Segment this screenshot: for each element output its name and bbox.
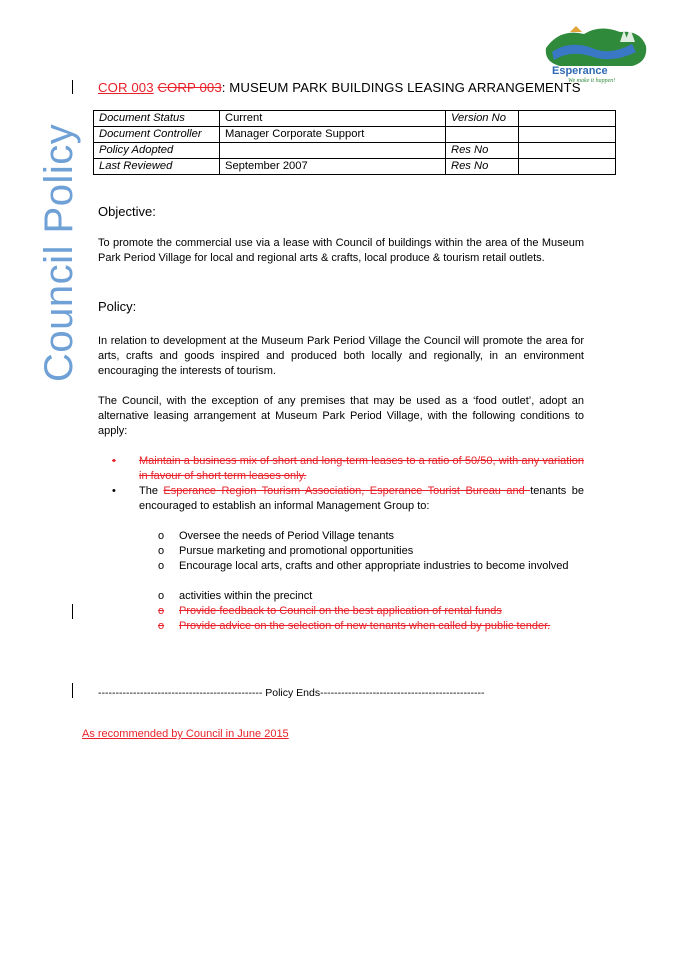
sub-bullet-mark: o (158, 590, 165, 602)
table-cell-label: Policy Adopted (94, 143, 220, 159)
bullet-text-deleted: Maintain a business mix of short and long-term leases to a ratio of 50/50, with any variation in favour of short term leases only. (139, 455, 584, 482)
footer-note: As recommended by Council in June 2015 (82, 728, 289, 740)
sub-item-text: Oversee the needs of Period Village tenants (179, 530, 395, 542)
side-title: Council Policy (37, 123, 81, 382)
sub-item-text: activities within the precinct (179, 590, 313, 602)
table-cell-value (519, 111, 616, 127)
table-cell-value: Current (220, 111, 446, 127)
change-bar (72, 604, 73, 619)
table-row (94, 127, 616, 143)
table-row (94, 111, 616, 127)
logo-tagline: We make it happen! (568, 78, 616, 84)
change-bar (72, 80, 73, 94)
title-new-code: COR 003 (98, 80, 154, 95)
sub-bullet-mark: o (158, 560, 165, 572)
document-info-table (93, 110, 616, 175)
title-old-code: CORP 003 (157, 80, 222, 95)
table-cell-value (519, 127, 616, 143)
sub-item-text: Pursue marketing and promotional opportunities (179, 545, 414, 557)
bullet-text-start: The (139, 485, 164, 497)
policy-paragraph: In relation to development at the Museum Park Period Village the Council will promote the area for arts, crafts and goods inspired and produced both locally and regionally, in an environment encouraging the interests of tourism. (98, 335, 584, 377)
logo-small-text: Shire of (592, 60, 611, 66)
shire-logo-graphic (540, 22, 652, 84)
table-cell-value: September 2007 (220, 159, 446, 175)
table-cell-value (220, 143, 446, 159)
table-cell-label (446, 127, 519, 143)
sub-bullet-mark: o (158, 545, 165, 557)
sub-bullet-mark: o (158, 620, 165, 632)
bullet-text-deleted: Esperance Region Tourism Association, Esperance Tourist Bureau and (163, 485, 531, 497)
sub-item-text-deleted: Provide advice on the selection of new tenants when called by public tender. (179, 620, 551, 632)
change-bar (72, 683, 73, 698)
policy-ends-line: ----------------------------------------------- Policy Ends----------------------------------------------- (98, 687, 485, 699)
table-cell-label: Document Status (94, 111, 220, 127)
table-cell-label: Last Reviewed (94, 159, 220, 175)
policy-title (98, 80, 581, 95)
policy-heading: Policy: (98, 299, 137, 314)
table-row (94, 159, 616, 175)
table-row (94, 143, 616, 159)
table-cell-label: Document Controller (94, 127, 220, 143)
table-cell-value (519, 143, 616, 159)
bullet-mark: • (112, 485, 116, 497)
table-cell-label: Version No (446, 111, 519, 127)
title-text: : MUSEUM PARK BUILDINGS LEASING ARRANGEMENTS (221, 80, 581, 95)
table-cell-value (519, 159, 616, 175)
objective-text: To promote the commercial use via a lease with Council of buildings within the area of the Museum Park Period Village for local and regional arts & crafts, local produce & tourism retail outlets. (98, 237, 584, 264)
objective-heading: Objective: (98, 204, 156, 219)
bullet-text (139, 484, 584, 514)
policy-paragraph: The Council, with the exception of any premises that may be used as a ‘food outlet’, adopt an alternative leasing arrangement at Museum Park Period Village, with the following conditions to apply: (98, 395, 584, 437)
table-cell-label: Res No (446, 159, 519, 175)
sub-item-text: Encourage local arts, crafts and other appropriate industries to become involved (179, 560, 569, 572)
shire-logo (540, 22, 652, 84)
sub-item-text-deleted: Provide feedback to Council on the best application of rental funds (179, 605, 502, 617)
logo-name: Esperance (552, 65, 608, 77)
bullet-text-end: tenants be encouraged to establish an informal Management Group to: (139, 485, 585, 512)
table-cell-label: Res No (446, 143, 519, 159)
sub-bullet-mark: o (158, 605, 165, 617)
sub-bullet-mark: o (158, 530, 165, 542)
bullet-mark: • (112, 455, 116, 467)
table-cell-value: Manager Corporate Support (220, 127, 446, 143)
